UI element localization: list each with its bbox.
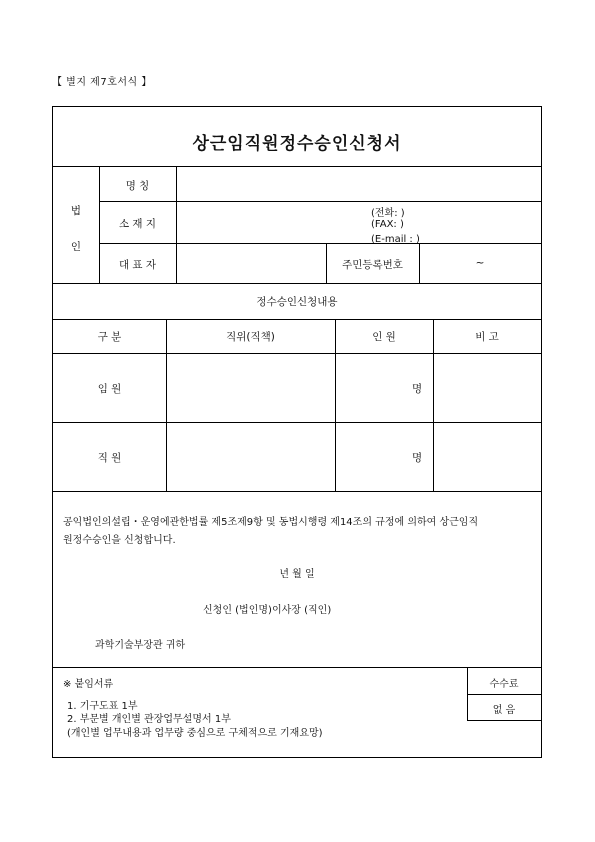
divider [99, 201, 541, 202]
attachment-item-1: 1. 기구도표 1부 [67, 701, 138, 712]
date-line: 년 월 일 [279, 569, 315, 580]
phone-field: (전화: ) [371, 208, 405, 219]
email-field: (E-mail : ) [371, 234, 420, 243]
fee-label: 수수료 [489, 679, 519, 690]
application-form [52, 106, 542, 758]
header-category: 구 분 [97, 331, 122, 343]
divider [467, 694, 541, 695]
corporation-group-label-bottom: 인 [70, 241, 82, 253]
attachment-item-3: (개인별 업무내용과 업무량 중심으로 구체적으로 기재요망) [67, 728, 323, 739]
fee-value: 없 음 [492, 705, 516, 716]
divider [176, 166, 177, 283]
header-remarks: 비 고 [475, 331, 499, 343]
statement-line-1: 공익법인의설립・운영에관한법률 제5조제9항 및 동법시행령 제14조의 규정에 의하여 상근임직 [63, 517, 479, 528]
divider [467, 720, 541, 721]
divider [53, 319, 541, 320]
fax-field: (FAX: ) [371, 219, 404, 230]
row-label-staff: 직 원 [97, 452, 122, 464]
row-unit-staff: 명 [412, 452, 423, 464]
resident-number-label: 주민등록번호 [342, 259, 403, 271]
divider [53, 283, 541, 284]
row-unit-executives: 명 [412, 383, 423, 395]
corp-name-label: 명 칭 [125, 180, 150, 192]
corp-address-label: 소 재 지 [118, 218, 157, 230]
header-position: 직위(직책) [226, 331, 275, 343]
divider [99, 243, 541, 244]
row-label-executives: 임 원 [97, 383, 122, 395]
header-headcount: 인 원 [372, 331, 396, 343]
divider [53, 491, 541, 492]
form-title: 상근임직원정수승인신청서 [192, 134, 402, 154]
attachments-title: ※ 붙임서류 [63, 679, 114, 690]
divider [166, 319, 167, 491]
representative-label: 대 표 자 [118, 259, 157, 271]
divider [53, 166, 541, 167]
divider [53, 353, 541, 354]
addressee-line: 과학기술부장관 귀하 [95, 640, 186, 651]
applicant-line: 신청인 (법인명)이사장 (직인) [203, 605, 332, 616]
divider [53, 422, 541, 423]
divider [433, 319, 434, 491]
resident-number-separator: ~ [475, 257, 485, 269]
statement-line-2: 원정수승인을 신청합니다. [63, 535, 176, 546]
divider [335, 319, 336, 491]
form-number-label: 【 별지 제7호서식 】 [52, 77, 152, 88]
corporation-group-label-top: 법 [70, 205, 82, 217]
section-title: 정수승인신청내용 [256, 296, 338, 308]
attachment-item-2: 2. 부문별 개인별 관장업무설명서 1부 [67, 714, 231, 725]
